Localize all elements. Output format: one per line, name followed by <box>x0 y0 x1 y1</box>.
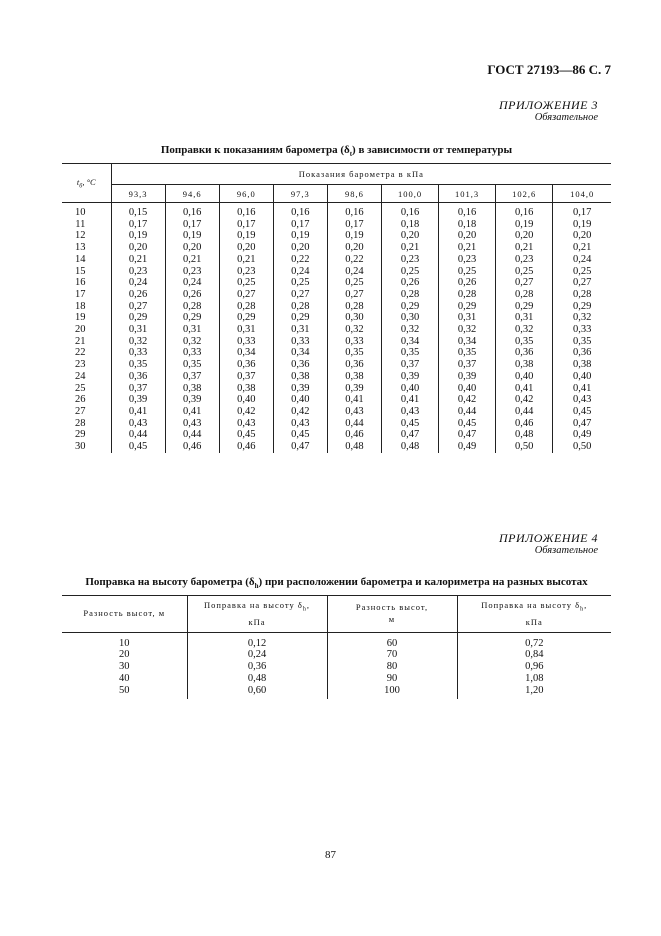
correction-cell: 0,21 <box>219 254 273 266</box>
temperature-cell: 28 <box>75 417 86 429</box>
temperature-cell: 12 <box>75 230 86 242</box>
correction-cell: 0,16 <box>273 203 327 219</box>
correction-cell: 0,28 <box>439 289 496 301</box>
table-row <box>62 441 611 453</box>
correction-cell: 0,36 <box>219 359 273 371</box>
table-row <box>62 673 611 685</box>
correction-cell: 0,40 <box>496 371 553 383</box>
correction-cell: 0,46 <box>165 441 219 453</box>
temperature-cell: 21 <box>75 335 86 347</box>
table-row <box>62 312 611 324</box>
correction-cell: 0,43 <box>111 418 165 430</box>
correction-cell: 0,47 <box>381 429 438 441</box>
correction-cell: 0,43 <box>327 406 381 418</box>
correction-cell: 0,28 <box>327 301 381 313</box>
height-correction-cell: 0,72 <box>457 632 611 649</box>
pressure-header: 100,0 <box>381 185 438 203</box>
correction-cell: 0,49 <box>553 429 611 441</box>
correction-cell: 0,43 <box>273 418 327 430</box>
correction-cell: 0,20 <box>496 230 553 242</box>
correction-cell: 0,33 <box>219 336 273 348</box>
correction-cell: 0,43 <box>219 418 273 430</box>
table-row <box>62 266 611 278</box>
correction-cell: 0,21 <box>553 242 611 254</box>
correction-cell: 0,20 <box>219 242 273 254</box>
correction-cell: 0,42 <box>273 406 327 418</box>
correction-cell: 0,20 <box>111 242 165 254</box>
correction-cell: 0,27 <box>553 277 611 289</box>
table-row <box>62 661 611 673</box>
correction-cell: 0,48 <box>381 441 438 453</box>
correction-cell: 0,29 <box>111 312 165 324</box>
correction-cell: 0,31 <box>273 324 327 336</box>
correction-cell: 0,48 <box>327 441 381 453</box>
correction-cell: 0,25 <box>219 277 273 289</box>
correction-cell: 0,25 <box>381 266 438 278</box>
temperature-cell: 16 <box>75 277 86 289</box>
correction-cell: 0,39 <box>111 394 165 406</box>
correction-cell: 0,39 <box>381 371 438 383</box>
correction-cell: 0,16 <box>165 203 219 219</box>
correction-cell: 0,33 <box>553 324 611 336</box>
temperature-cell: 15 <box>75 265 86 277</box>
correction-cell: 0,21 <box>381 242 438 254</box>
correction-cell: 0,44 <box>111 429 165 441</box>
correction-cell: 0,41 <box>553 383 611 395</box>
height-diff-cell: 90 <box>327 673 457 685</box>
correction-cell: 0,36 <box>496 347 553 359</box>
correction-cell: 0,46 <box>219 441 273 453</box>
correction-cell: 0,24 <box>111 277 165 289</box>
correction-cell: 0,42 <box>439 394 496 406</box>
appendix-3-status: Обязательное <box>534 112 598 123</box>
correction-cell: 0,47 <box>553 418 611 430</box>
correction-cell: 0,29 <box>381 301 438 313</box>
correction-cell: 0,37 <box>111 383 165 395</box>
correction-cell: 0,24 <box>327 266 381 278</box>
correction-cell: 0,26 <box>165 289 219 301</box>
correction-cell: 0,32 <box>381 324 438 336</box>
correction-cell: 0,44 <box>165 429 219 441</box>
temperature-cell: 30 <box>75 441 86 453</box>
correction-cell: 0,28 <box>381 289 438 301</box>
correction-cell: 0,32 <box>553 312 611 324</box>
correction-cell: 0,17 <box>165 219 219 231</box>
height-diff-cell: 30 <box>119 661 130 673</box>
height-correction-header-1: Поправка на высоту $\delta_h$, кПа <box>187 596 327 633</box>
table-row <box>62 203 611 219</box>
correction-cell: 0,43 <box>165 418 219 430</box>
correction-cell: 0,40 <box>273 394 327 406</box>
correction-cell: 0,31 <box>165 324 219 336</box>
table-row <box>62 277 611 289</box>
height-correction-cell: 1,08 <box>457 673 611 685</box>
correction-cell: 0,35 <box>381 347 438 359</box>
appendix-3-title: ПРИЛОЖЕНИЕ 3 <box>499 98 598 112</box>
table-row <box>62 301 611 313</box>
height-diff-cell: 10 <box>119 637 130 649</box>
correction-cell: 0,33 <box>273 336 327 348</box>
correction-cell: 0,34 <box>381 336 438 348</box>
correction-cell: 0,50 <box>496 441 553 453</box>
temperature-cell: 24 <box>75 370 86 382</box>
correction-cell: 0,39 <box>439 371 496 383</box>
correction-cell: 0,41 <box>381 394 438 406</box>
correction-cell: 0,35 <box>496 336 553 348</box>
correction-cell: 0,26 <box>381 277 438 289</box>
table-row <box>62 254 611 266</box>
correction-cell: 0,24 <box>553 254 611 266</box>
correction-cell: 0,25 <box>553 266 611 278</box>
correction-cell: 0,28 <box>553 289 611 301</box>
correction-cell: 0,43 <box>553 394 611 406</box>
correction-cell: 0,25 <box>327 277 381 289</box>
height-diff-cell: 20 <box>119 649 130 661</box>
temperature-cell: 25 <box>75 382 86 394</box>
table-row <box>62 219 611 231</box>
pressure-header: 94,6 <box>165 185 219 203</box>
correction-cell: 0,17 <box>273 219 327 231</box>
correction-cell: 0,34 <box>219 347 273 359</box>
correction-cell: 0,31 <box>219 324 273 336</box>
correction-cell: 0,45 <box>111 441 165 453</box>
correction-cell: 0,34 <box>439 336 496 348</box>
correction-cell: 0,41 <box>327 394 381 406</box>
table-2-caption: Поправка на высоту барометра $(\delta_h)$ при расположении барометра и калориметра на разных высотах <box>85 576 588 591</box>
correction-cell: 0,31 <box>111 324 165 336</box>
table-row <box>62 289 611 301</box>
correction-cell: 0,50 <box>553 441 611 453</box>
temperature-cell: 18 <box>75 300 86 312</box>
correction-cell: 0,31 <box>496 312 553 324</box>
correction-cell: 0,17 <box>327 219 381 231</box>
height-correction-cell: 0,12 <box>187 632 327 649</box>
correction-cell: 0,23 <box>111 266 165 278</box>
height-correction-cell: 0,24 <box>187 649 327 661</box>
correction-cell: 0,20 <box>327 242 381 254</box>
correction-cell: 0,40 <box>439 383 496 395</box>
correction-cell: 0,32 <box>165 336 219 348</box>
correction-cell: 0,39 <box>327 383 381 395</box>
correction-cell: 0,41 <box>165 406 219 418</box>
correction-cell: 0,16 <box>496 203 553 219</box>
table-row <box>62 336 611 348</box>
temperature-cell: 29 <box>75 429 86 441</box>
correction-cell: 0,33 <box>327 336 381 348</box>
height-diff-cell: 100 <box>327 685 457 700</box>
correction-cell: 0,37 <box>439 359 496 371</box>
table-2 <box>62 595 611 699</box>
table-row <box>62 632 611 649</box>
correction-cell: 0,30 <box>381 312 438 324</box>
correction-cell: 0,35 <box>439 347 496 359</box>
correction-cell: 0,47 <box>273 441 327 453</box>
correction-cell: 0,16 <box>327 203 381 219</box>
correction-cell: 0,37 <box>381 359 438 371</box>
height-correction-cell: 1,20 <box>457 685 611 700</box>
correction-cell: 0,36 <box>553 347 611 359</box>
correction-cell: 0,25 <box>439 266 496 278</box>
correction-cell: 0,16 <box>219 203 273 219</box>
table-row <box>62 418 611 430</box>
correction-cell: 0,29 <box>273 312 327 324</box>
correction-cell: 0,35 <box>553 336 611 348</box>
pressure-group-header: Показания барометра в кПа <box>111 164 611 185</box>
correction-cell: 0,36 <box>327 359 381 371</box>
correction-cell: 0,25 <box>273 277 327 289</box>
correction-cell: 0,40 <box>381 383 438 395</box>
correction-cell: 0,37 <box>219 371 273 383</box>
temperature-cell: 23 <box>75 359 86 371</box>
correction-cell: 0,22 <box>327 254 381 266</box>
correction-cell: 0,49 <box>439 441 496 453</box>
correction-cell: 0,25 <box>496 266 553 278</box>
correction-cell: 0,19 <box>219 230 273 242</box>
temperature-header: $t_б$, °С <box>62 164 111 203</box>
temperature-cell: 20 <box>75 324 86 336</box>
temperature-cell: 11 <box>75 218 86 230</box>
correction-cell: 0,38 <box>496 359 553 371</box>
correction-cell: 0,26 <box>111 289 165 301</box>
height-diff-cell: 80 <box>327 661 457 673</box>
correction-cell: 0,38 <box>165 383 219 395</box>
correction-cell: 0,18 <box>381 219 438 231</box>
correction-cell: 0,27 <box>273 289 327 301</box>
correction-cell: 0,23 <box>165 266 219 278</box>
appendix-4-status: Обязательное <box>534 545 598 556</box>
correction-cell: 0,19 <box>553 219 611 231</box>
correction-cell: 0,35 <box>165 359 219 371</box>
appendix-4-title: ПРИЛОЖЕНИЕ 4 <box>499 531 598 545</box>
pressure-header: 96,0 <box>219 185 273 203</box>
correction-cell: 0,17 <box>219 219 273 231</box>
correction-cell: 0,20 <box>381 230 438 242</box>
table-row <box>62 394 611 406</box>
correction-cell: 0,42 <box>496 394 553 406</box>
correction-cell: 0,26 <box>439 277 496 289</box>
correction-cell: 0,17 <box>111 219 165 231</box>
correction-cell: 0,40 <box>553 371 611 383</box>
correction-cell: 0,32 <box>439 324 496 336</box>
temperature-cell: 14 <box>75 253 86 265</box>
temperature-cell: 13 <box>75 242 86 254</box>
correction-cell: 0,16 <box>439 203 496 219</box>
height-correction-cell: 0,36 <box>187 661 327 673</box>
height-correction-cell: 0,48 <box>187 673 327 685</box>
correction-cell: 0,47 <box>439 429 496 441</box>
correction-cell: 0,33 <box>111 347 165 359</box>
correction-cell: 0,27 <box>327 289 381 301</box>
correction-cell: 0,38 <box>327 371 381 383</box>
correction-cell: 0,44 <box>327 418 381 430</box>
correction-cell: 0,27 <box>219 289 273 301</box>
height-diff-cell: 70 <box>327 649 457 661</box>
correction-cell: 0,22 <box>273 254 327 266</box>
temperature-cell: 26 <box>75 394 86 406</box>
table-1 <box>62 163 611 453</box>
page-number: 87 <box>325 849 336 861</box>
correction-cell: 0,35 <box>327 347 381 359</box>
temperature-cell: 10 <box>75 207 86 218</box>
correction-cell: 0,18 <box>439 219 496 231</box>
correction-cell: 0,28 <box>496 289 553 301</box>
correction-cell: 0,15 <box>111 203 165 219</box>
correction-cell: 0,28 <box>165 301 219 313</box>
correction-cell: 0,38 <box>219 383 273 395</box>
correction-cell: 0,27 <box>496 277 553 289</box>
table-row <box>62 429 611 441</box>
correction-cell: 0,45 <box>553 406 611 418</box>
table-row <box>62 230 611 242</box>
pressure-header: 93,3 <box>111 185 165 203</box>
height-correction-header-2: Поправка на высоту $\delta_h$, кПа <box>457 596 611 633</box>
correction-cell: 0,39 <box>273 383 327 395</box>
height-correction-cell: 0,84 <box>457 649 611 661</box>
correction-cell: 0,44 <box>439 406 496 418</box>
correction-cell: 0,45 <box>273 429 327 441</box>
correction-cell: 0,28 <box>273 301 327 313</box>
correction-cell: 0,45 <box>381 418 438 430</box>
correction-cell: 0,19 <box>327 230 381 242</box>
pressure-header: 101,3 <box>439 185 496 203</box>
table-row <box>62 242 611 254</box>
pressure-header: 104,0 <box>553 185 611 203</box>
correction-cell: 0,29 <box>553 301 611 313</box>
correction-cell: 0,46 <box>496 418 553 430</box>
correction-cell: 0,21 <box>496 242 553 254</box>
height-diff-cell: 40 <box>119 672 130 684</box>
pressure-header: 98,6 <box>327 185 381 203</box>
height-correction-cell: 0,96 <box>457 661 611 673</box>
correction-cell: 0,34 <box>273 347 327 359</box>
correction-cell: 0,20 <box>165 242 219 254</box>
correction-cell: 0,24 <box>273 266 327 278</box>
page-header: ГОСТ 27193—86 С. 7 <box>487 62 611 77</box>
table-row <box>62 383 611 395</box>
table-row <box>62 649 611 661</box>
correction-cell: 0,42 <box>219 406 273 418</box>
temperature-cell: 17 <box>75 288 86 300</box>
table-row <box>62 685 611 700</box>
correction-cell: 0,45 <box>439 418 496 430</box>
temperature-cell: 19 <box>75 312 86 324</box>
table-1-caption: Поправки к показаниям барометра $(\delta_t)$ в зависимости от температуры <box>160 144 513 159</box>
correction-cell: 0,35 <box>111 359 165 371</box>
correction-cell: 0,16 <box>381 203 438 219</box>
correction-cell: 0,20 <box>553 230 611 242</box>
correction-cell: 0,38 <box>273 371 327 383</box>
correction-cell: 0,31 <box>439 312 496 324</box>
correction-cell: 0,39 <box>165 394 219 406</box>
height-correction-cell: 0,60 <box>187 685 327 700</box>
correction-cell: 0,48 <box>496 429 553 441</box>
pressure-header: 97,3 <box>273 185 327 203</box>
correction-cell: 0,36 <box>273 359 327 371</box>
correction-cell: 0,41 <box>496 383 553 395</box>
correction-cell: 0,21 <box>165 254 219 266</box>
correction-cell: 0,21 <box>111 254 165 266</box>
correction-cell: 0,33 <box>165 347 219 359</box>
correction-cell: 0,37 <box>165 371 219 383</box>
correction-cell: 0,41 <box>111 406 165 418</box>
table-row <box>62 347 611 359</box>
correction-cell: 0,43 <box>381 406 438 418</box>
correction-cell: 0,27 <box>111 301 165 313</box>
correction-cell: 0,29 <box>219 312 273 324</box>
correction-cell: 0,19 <box>111 230 165 242</box>
correction-cell: 0,36 <box>111 371 165 383</box>
correction-cell: 0,20 <box>273 242 327 254</box>
temperature-cell: 22 <box>75 347 86 359</box>
height-diff-cell: 50 <box>119 684 130 696</box>
correction-cell: 0,32 <box>496 324 553 336</box>
height-diff-header-1: Разность высот, м <box>62 596 187 633</box>
correction-cell: 0,44 <box>496 406 553 418</box>
correction-cell: 0,45 <box>219 429 273 441</box>
correction-cell: 0,23 <box>381 254 438 266</box>
correction-cell: 0,23 <box>219 266 273 278</box>
correction-cell: 0,40 <box>219 394 273 406</box>
correction-cell: 0,32 <box>327 324 381 336</box>
correction-cell: 0,32 <box>111 336 165 348</box>
correction-cell: 0,17 <box>553 203 611 219</box>
table-row <box>62 359 611 371</box>
correction-cell: 0,19 <box>496 219 553 231</box>
correction-cell: 0,21 <box>439 242 496 254</box>
table-row <box>62 324 611 336</box>
correction-cell: 0,30 <box>327 312 381 324</box>
pressure-header: 102,6 <box>496 185 553 203</box>
correction-cell: 0,38 <box>553 359 611 371</box>
correction-cell: 0,46 <box>327 429 381 441</box>
correction-cell: 0,29 <box>439 301 496 313</box>
correction-cell: 0,28 <box>219 301 273 313</box>
correction-cell: 0,20 <box>439 230 496 242</box>
height-diff-header-2: Разность высот, м <box>327 596 457 633</box>
correction-cell: 0,23 <box>496 254 553 266</box>
height-diff-cell: 60 <box>327 632 457 649</box>
table-row <box>62 371 611 383</box>
correction-cell: 0,29 <box>496 301 553 313</box>
table-row <box>62 406 611 418</box>
correction-cell: 0,19 <box>273 230 327 242</box>
correction-cell: 0,24 <box>165 277 219 289</box>
temperature-cell: 27 <box>75 405 86 417</box>
correction-cell: 0,29 <box>165 312 219 324</box>
correction-cell: 0,23 <box>439 254 496 266</box>
correction-cell: 0,19 <box>165 230 219 242</box>
